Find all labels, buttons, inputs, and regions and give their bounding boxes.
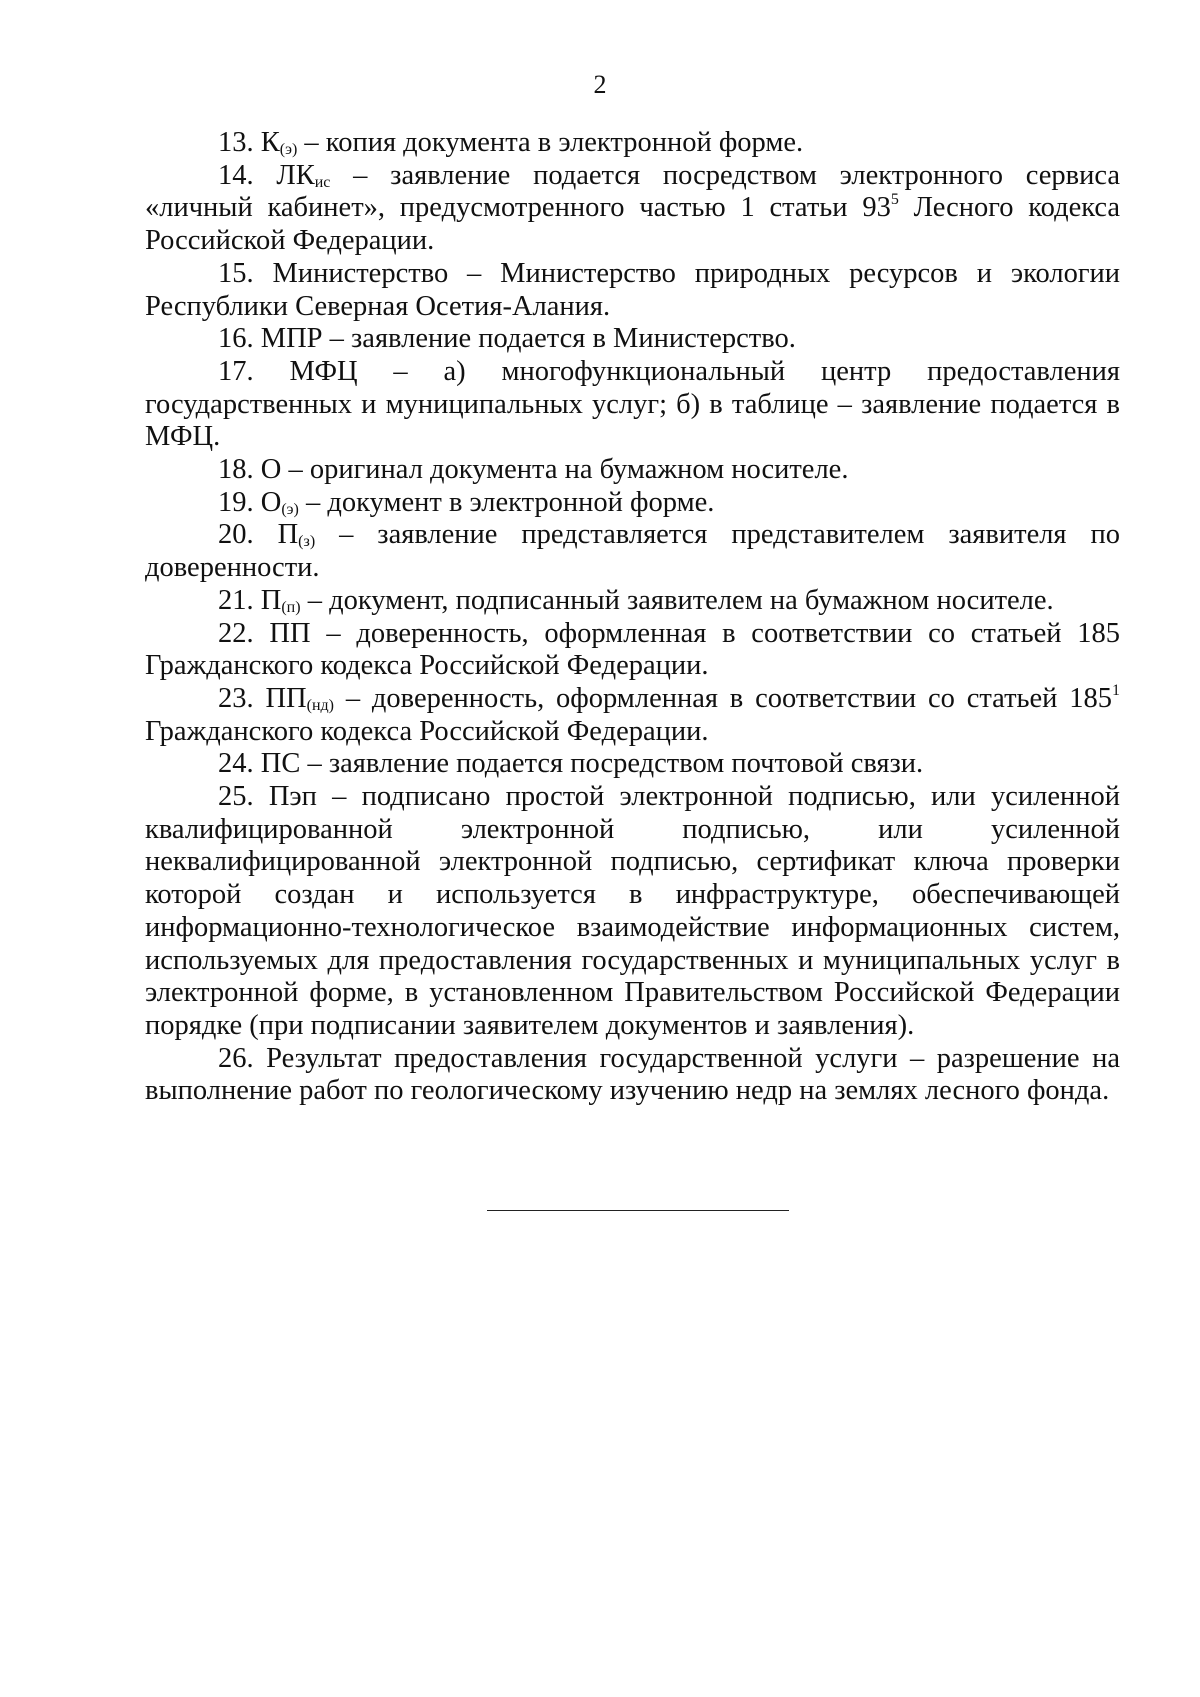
list-item bbox=[145, 127, 1120, 160]
item-term-subscript: (э) bbox=[281, 500, 299, 518]
item-definition: – заявление подается в Министерство. bbox=[322, 323, 796, 355]
item-definition: – а) многофункциональный центр предоставления государственных и муниципальных услуг; б) в таблице – заявление подается в МФЦ. bbox=[145, 355, 1120, 453]
list-item bbox=[145, 160, 1120, 258]
item-term: МФЦ bbox=[289, 355, 358, 387]
list-item bbox=[145, 618, 1120, 683]
item-definition: – Министерство природных ресурсов и экологии Республики Северная Осетия-Алания. bbox=[145, 257, 1121, 322]
item-number: 24. bbox=[218, 748, 254, 780]
item-term: ПП bbox=[269, 617, 311, 649]
item-term-subscript: (п) bbox=[281, 598, 301, 616]
item-superscript: 5 bbox=[890, 191, 899, 209]
item-term: Пэп bbox=[268, 781, 317, 813]
item-number: 19. bbox=[218, 486, 254, 518]
item-term: ЛК bbox=[276, 159, 315, 191]
item-number: 26. bbox=[218, 1042, 254, 1074]
item-number: 25. bbox=[218, 781, 254, 813]
item-number: 18. bbox=[218, 454, 254, 486]
item-term: О bbox=[260, 486, 282, 518]
item-definition: – доверенность, оформленная в соответствии со статьей 185 bbox=[334, 682, 1112, 714]
item-term: МПР bbox=[260, 323, 323, 355]
item-term-subscript: (з) bbox=[298, 533, 316, 551]
item-definition-continued: Лесного кодекса Российской Федерации. bbox=[145, 192, 1120, 257]
item-term: Результат предоставления государственной услуги bbox=[266, 1042, 898, 1074]
list-item bbox=[145, 356, 1120, 454]
list-item bbox=[145, 519, 1120, 584]
item-definition: – подписано простой электронной подписью, или усиленной квалифицированной электронной подписью, или усиленной неквалифицированной электронной подписью, сертификат ключа проверки которой создан и используется в инфраструктуре, обеспечивающей информационно-технологическое взаимодействие информационных систем, используемых для предоставления государственных и муниципальных услуг в электронной форме, в установленном Правительством Российской Федерации порядке (при подписании заявителем документов и заявления). bbox=[145, 781, 1121, 1041]
item-definition: – заявление подается посредством электронного сервиса «личный кабинет», предусмотренного частью 1 статьи 93 bbox=[145, 159, 1120, 224]
item-definition-continued: Гражданского кодекса Российской Федерации. bbox=[145, 715, 709, 747]
item-number: 21. bbox=[218, 584, 254, 616]
definitions-list bbox=[145, 127, 1120, 1108]
item-term: О bbox=[260, 454, 282, 486]
list-item bbox=[145, 683, 1120, 748]
item-definition: – копия документа в электронной форме. bbox=[297, 127, 804, 158]
item-definition: – документ, подписанный заявителем на бумажном носителе. bbox=[300, 584, 1054, 616]
item-number: 20. bbox=[218, 519, 254, 551]
list-item bbox=[145, 781, 1120, 1043]
item-term-subscript: (нд) bbox=[306, 696, 334, 714]
item-term: П bbox=[260, 584, 282, 616]
item-number: 16. bbox=[218, 323, 254, 355]
item-definition: – разрешение на выполнение работ по геологическому изучению недр на землях лесного фонда. bbox=[145, 1042, 1120, 1107]
item-number: 13. bbox=[218, 127, 254, 158]
item-number: 23. bbox=[218, 682, 254, 714]
item-definition: – заявление представляется представителем заявителя по доверенности. bbox=[145, 519, 1120, 584]
list-item bbox=[145, 258, 1120, 323]
item-definition: – документ в электронной форме. bbox=[298, 486, 715, 518]
item-term: ПП bbox=[265, 682, 307, 714]
item-definition: – заявление подается посредством почтовой связи. bbox=[300, 748, 924, 780]
item-definition: – оригинал документа на бумажном носителе. bbox=[281, 454, 849, 486]
list-item bbox=[145, 487, 1120, 520]
item-superscript: 1 bbox=[1112, 681, 1120, 699]
item-term: П bbox=[277, 519, 299, 551]
item-definition: – доверенность, оформленная в соответствии со статьей 185 Гражданского кодекса Российской Федерации. bbox=[145, 617, 1120, 682]
item-number: 14. bbox=[218, 159, 254, 191]
list-item bbox=[145, 1043, 1120, 1108]
end-separator-line bbox=[487, 1210, 789, 1211]
item-term: Министерство bbox=[272, 257, 449, 289]
item-term-subscript: ис bbox=[314, 173, 331, 191]
item-term: ПС bbox=[260, 748, 301, 780]
item-term: К bbox=[260, 127, 280, 158]
list-item bbox=[145, 323, 1120, 356]
item-number: 15. bbox=[218, 257, 254, 289]
item-term-subscript: (э) bbox=[279, 141, 298, 158]
item-number: 22. bbox=[218, 617, 254, 649]
list-item bbox=[145, 454, 1120, 487]
page-number: 2 bbox=[593, 70, 607, 99]
list-item bbox=[145, 748, 1120, 781]
item-number: 17. bbox=[218, 355, 254, 387]
list-item bbox=[145, 585, 1120, 618]
